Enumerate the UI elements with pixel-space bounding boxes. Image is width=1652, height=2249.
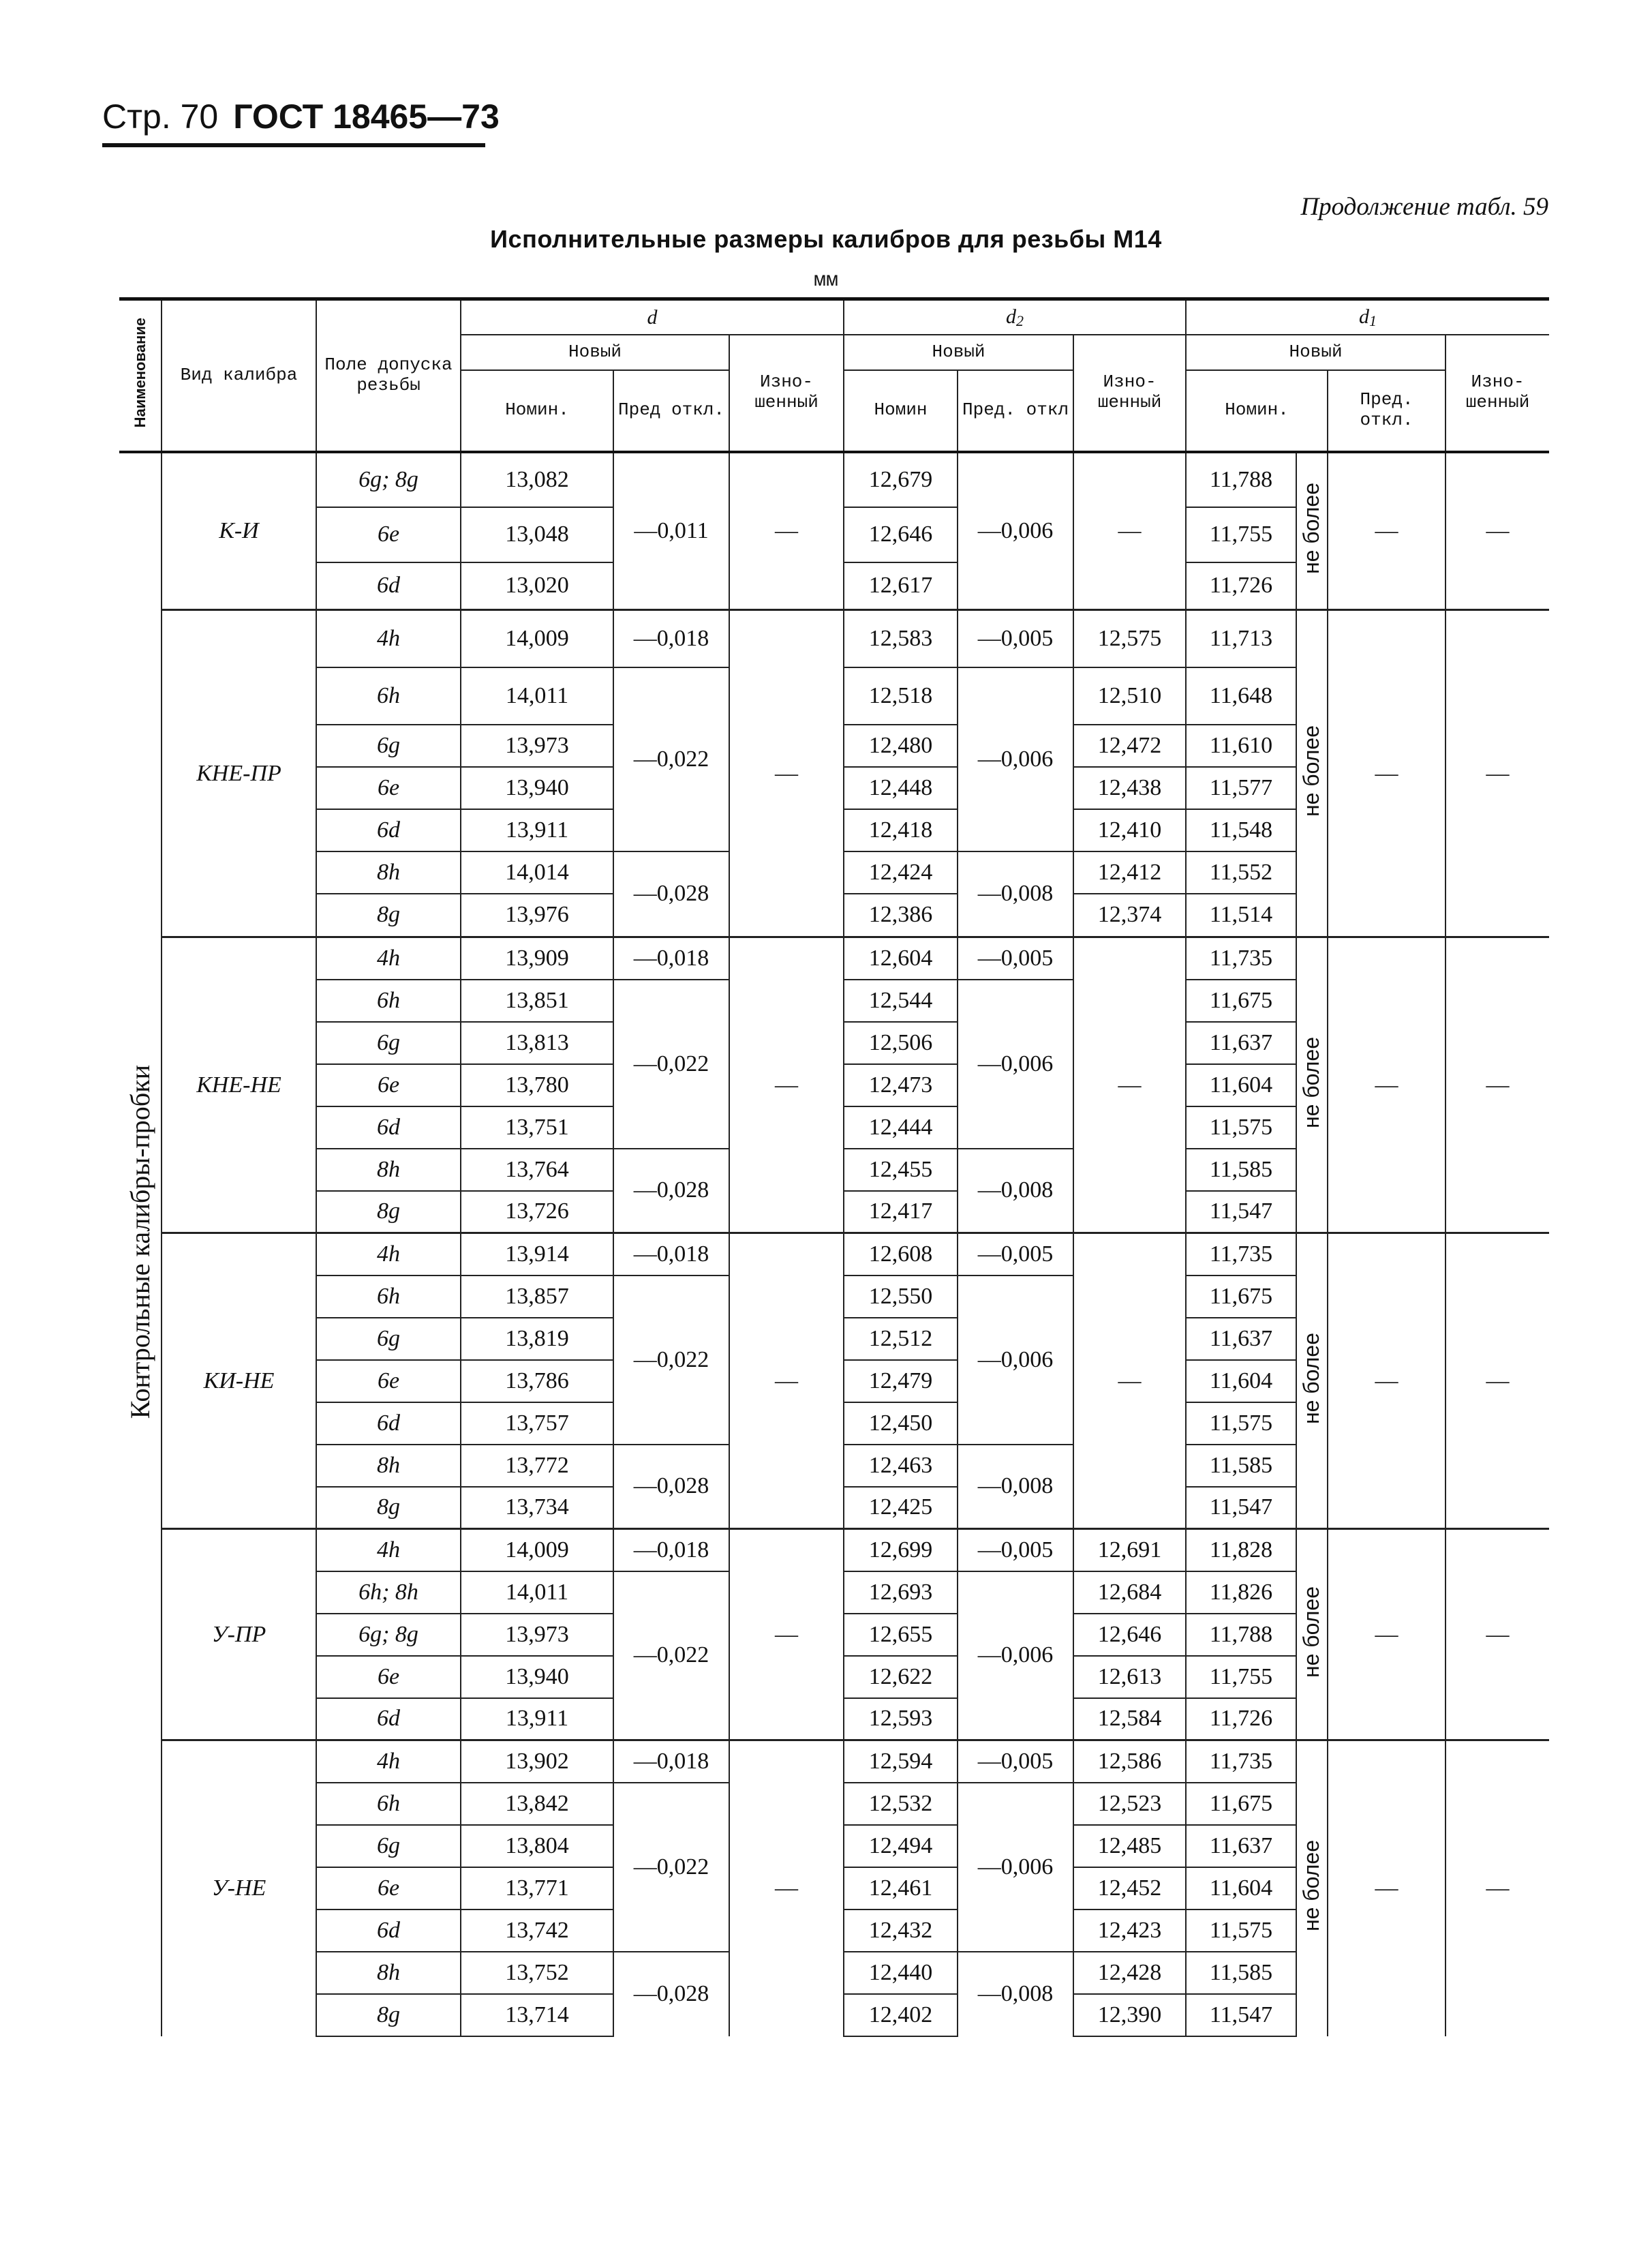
tolerance-field: 4h: [316, 610, 461, 667]
d1-nominal: 11,735: [1186, 1740, 1296, 1783]
header-rule: [102, 143, 485, 147]
d1-deviation: —: [1328, 610, 1446, 937]
d1-new-header: Новый: [1186, 335, 1446, 370]
d2-nominal: 12,448: [844, 767, 958, 809]
d2-nominal: 12,532: [844, 1783, 958, 1825]
d-nominal: 13,973: [461, 725, 613, 767]
tolerance-field: 6d: [316, 562, 461, 610]
ne-bolee-note: не более: [1299, 1332, 1324, 1424]
tolerance-field: 8g: [316, 894, 461, 937]
d-nominal: 13,764: [461, 1149, 613, 1191]
d2-worn: 12,575: [1073, 610, 1186, 667]
d1-nominal: 11,585: [1186, 1952, 1296, 1994]
d2-deviation: —0,008: [958, 1149, 1073, 1233]
d2-nomin-header: Номин: [844, 370, 958, 452]
d1-nominal: 11,604: [1186, 1064, 1296, 1106]
d1-nominal: 11,547: [1186, 1191, 1296, 1233]
d-worn: —: [729, 1740, 844, 2036]
d1-worn: —: [1446, 452, 1549, 610]
d2-worn: 12,410: [1073, 809, 1186, 851]
d1-nominal: 11,735: [1186, 937, 1296, 980]
d-nominal: 14,009: [461, 610, 613, 667]
tolerance-field: 6g: [316, 1825, 461, 1867]
d-nominal: 13,902: [461, 1740, 613, 1783]
d-nominal: 13,714: [461, 1994, 613, 2036]
tolerance-field: 6d: [316, 1106, 461, 1149]
d1-nominal: 11,788: [1186, 452, 1296, 507]
tolerance-field: 6e: [316, 1360, 461, 1402]
d2-nominal: 12,480: [844, 725, 958, 767]
d2-deviation: —0,006: [958, 980, 1073, 1149]
ne-bolee-note: не более: [1299, 1840, 1324, 1932]
d1-deviation: —: [1328, 452, 1446, 610]
d1-deviation: —: [1328, 1529, 1446, 1740]
d1-nominal: 11,788: [1186, 1614, 1296, 1656]
tolerance-field: 8h: [316, 851, 461, 894]
d-nominal: 13,940: [461, 1656, 613, 1698]
d2-deviation: —0,008: [958, 1952, 1073, 2036]
d1-nominal: 11,755: [1186, 507, 1296, 562]
d-nominal: 13,726: [461, 1191, 613, 1233]
table-row: [119, 1529, 1549, 1571]
tolerance-field: 6e: [316, 1064, 461, 1106]
d2-deviation: —0,005: [958, 1233, 1073, 1276]
tolerance-field: 8g: [316, 1487, 461, 1529]
d1-nominal: 11,726: [1186, 562, 1296, 610]
d-nominal: 13,940: [461, 767, 613, 809]
tolerance-field: 6e: [316, 1867, 461, 1910]
d2-worn-header: Изно-шенный: [1073, 335, 1186, 452]
d-deviation: —0,018: [613, 1740, 729, 1783]
d-nominal: 13,771: [461, 1867, 613, 1910]
d-nominal: 13,786: [461, 1360, 613, 1402]
d1-nominal: 11,547: [1186, 1487, 1296, 1529]
d1-nomin-header: Номин.: [1186, 370, 1328, 452]
d2-worn: 12,523: [1073, 1783, 1186, 1825]
d2-nominal: 12,418: [844, 809, 958, 851]
d1-nominal: 11,514: [1186, 894, 1296, 937]
page-number: Стр. 70: [102, 97, 219, 136]
d1-pred-header: Пред. откл.: [1328, 370, 1446, 452]
tolerance-field: 4h: [316, 1233, 461, 1276]
d-nominal: 13,857: [461, 1276, 613, 1318]
table-title: Исполнительные размеры калибров для резьбы М14: [490, 225, 1162, 253]
d-deviation: —0,018: [613, 937, 729, 980]
d-nominal: 13,842: [461, 1783, 613, 1825]
d2-worn: 12,510: [1073, 667, 1186, 725]
d2-nominal: 12,518: [844, 667, 958, 725]
d-deviation: —0,022: [613, 1276, 729, 1445]
d1-worn: —: [1446, 937, 1549, 1233]
tolerance-field: 6d: [316, 809, 461, 851]
tolerance-field: 8h: [316, 1445, 461, 1487]
d-nominal: 13,757: [461, 1402, 613, 1445]
d1-nominal: 11,552: [1186, 851, 1296, 894]
d1-deviation: —: [1328, 1233, 1446, 1529]
d2-nominal: 12,425: [844, 1487, 958, 1529]
d2-nominal: 12,444: [844, 1106, 958, 1149]
d2-deviation: —0,005: [958, 1740, 1073, 1783]
d-new-header: Новый: [461, 335, 729, 370]
d2-nominal: 12,622: [844, 1656, 958, 1698]
d1-nominal: 11,713: [1186, 610, 1296, 667]
d-nominal: 13,911: [461, 809, 613, 851]
d-nominal: 13,742: [461, 1910, 613, 1952]
tolerance-field: 6g: [316, 725, 461, 767]
tolerance-field: 8h: [316, 1952, 461, 1994]
d-nominal: 13,048: [461, 507, 613, 562]
d-nominal: 13,909: [461, 937, 613, 980]
tolerance-field: 6d: [316, 1698, 461, 1740]
d-nomin-header: Номин.: [461, 370, 613, 452]
d1-nominal: 11,585: [1186, 1445, 1296, 1487]
d2-deviation: —0,006: [958, 667, 1073, 851]
gauge-name: КНЕ-НЕ: [162, 937, 316, 1233]
d1-nominal: 11,648: [1186, 667, 1296, 725]
d-deviation: —0,011: [613, 452, 729, 610]
d-nominal: 14,009: [461, 1529, 613, 1571]
d2-worn: 12,485: [1073, 1825, 1186, 1867]
group-label: Контрольные калибры-пробки: [124, 1065, 155, 1419]
d1-nominal: 11,826: [1186, 1571, 1296, 1614]
d2-worn: 12,374: [1073, 894, 1186, 937]
tolerance-field: 6h: [316, 1276, 461, 1318]
d2-deviation: —0,006: [958, 1276, 1073, 1445]
d-deviation: —0,022: [613, 667, 729, 851]
d2-nominal: 12,432: [844, 1910, 958, 1952]
d-worn: —: [729, 610, 844, 937]
tolerance-field: 6g: [316, 1318, 461, 1360]
tolerance-field: 8g: [316, 1191, 461, 1233]
gauge-name: КНЕ-ПР: [162, 610, 316, 937]
table-body: [119, 452, 1549, 2036]
d1-worn: —: [1446, 1233, 1549, 1529]
tolerance-field: 6e: [316, 507, 461, 562]
d-deviation: —0,022: [613, 980, 729, 1149]
d-nominal: 13,780: [461, 1064, 613, 1106]
d2-nominal: 12,679: [844, 452, 958, 507]
d2-deviation: —0,005: [958, 610, 1073, 667]
group-label-cell: [119, 452, 162, 2036]
d2-worn: 12,423: [1073, 1910, 1186, 1952]
d-deviation: —0,028: [613, 1952, 729, 2036]
tolerance-field: 6e: [316, 1656, 461, 1698]
naimenovanie-header: Наименование: [119, 299, 162, 452]
d-nominal: 13,752: [461, 1952, 613, 1994]
page-header: [102, 97, 500, 136]
ne-bolee-note: не более: [1299, 725, 1324, 817]
tolerance-field: 4h: [316, 1740, 461, 1783]
d2-nominal: 12,550: [844, 1276, 958, 1318]
d2-nominal: 12,473: [844, 1064, 958, 1106]
d2-nominal: 12,594: [844, 1740, 958, 1783]
gauge-name: К-И: [162, 452, 316, 610]
standard-number: ГОСТ 18465—73: [233, 97, 500, 136]
d2-worn: 12,452: [1073, 1867, 1186, 1910]
d2-worn: —: [1073, 452, 1186, 610]
tolerance-field: 6h: [316, 667, 461, 725]
gauge-name: У-ПР: [162, 1529, 316, 1740]
d1-nominal: 11,637: [1186, 1318, 1296, 1360]
tolerance-field: 4h: [316, 1529, 461, 1571]
d-deviation: —0,028: [613, 1149, 729, 1233]
d2-worn: 12,412: [1073, 851, 1186, 894]
d-nominal: 13,751: [461, 1106, 613, 1149]
d1-nominal: 11,675: [1186, 1276, 1296, 1318]
d2-nominal: 12,699: [844, 1529, 958, 1571]
d1-nominal: 11,675: [1186, 980, 1296, 1022]
tolerance-field: 6d: [316, 1910, 461, 1952]
tolerance-field: 6g; 8g: [316, 452, 461, 507]
d1-nominal: 11,604: [1186, 1360, 1296, 1402]
d1-worn-header: Изно-шенный: [1446, 335, 1549, 452]
d1-nominal: 11,828: [1186, 1529, 1296, 1571]
gauge-dimensions-table: [119, 297, 1549, 2037]
d2-nominal: 12,593: [844, 1698, 958, 1740]
d2-nominal: 12,402: [844, 1994, 958, 2036]
d2-worn: 12,691: [1073, 1529, 1186, 1571]
d2-nominal: 12,512: [844, 1318, 958, 1360]
d1-nominal: 11,575: [1186, 1402, 1296, 1445]
d-deviation: —0,018: [613, 610, 729, 667]
d-nominal: 13,813: [461, 1022, 613, 1064]
d2-worn: —: [1073, 937, 1186, 1233]
d1-group-header: d1: [1186, 299, 1549, 335]
tolerance-field: 6e: [316, 767, 461, 809]
d1-note-cell: [1296, 452, 1328, 610]
d1-nominal: 11,610: [1186, 725, 1296, 767]
d-nominal: 13,851: [461, 980, 613, 1022]
d1-deviation: —: [1328, 1740, 1446, 2036]
d-nominal: 13,973: [461, 1614, 613, 1656]
d2-worn: 12,684: [1073, 1571, 1186, 1614]
d2-worn: 12,586: [1073, 1740, 1186, 1783]
d-nominal: 13,914: [461, 1233, 613, 1276]
ne-bolee-note: не более: [1299, 1036, 1324, 1128]
d1-deviation: —: [1328, 937, 1446, 1233]
d1-nominal: 11,604: [1186, 1867, 1296, 1910]
gauge-name: КИ-НЕ: [162, 1233, 316, 1529]
d2-nominal: 12,463: [844, 1445, 958, 1487]
d2-nominal: 12,386: [844, 894, 958, 937]
d2-group-header: d2: [844, 299, 1186, 335]
d1-nominal: 11,547: [1186, 1994, 1296, 2036]
d2-nominal: 12,417: [844, 1191, 958, 1233]
tolerance-field: 6h: [316, 1783, 461, 1825]
d2-nominal: 12,479: [844, 1360, 958, 1402]
d1-note-cell: [1296, 1233, 1328, 1529]
d2-worn: 12,438: [1073, 767, 1186, 809]
d2-nominal: 12,494: [844, 1825, 958, 1867]
d1-worn: —: [1446, 1740, 1549, 2036]
tolerance-field: 6g: [316, 1022, 461, 1064]
d2-deviation: —0,008: [958, 1445, 1073, 1529]
d1-nominal: 11,726: [1186, 1698, 1296, 1740]
d2-worn: 12,613: [1073, 1656, 1186, 1698]
tolerance-field: 8h: [316, 1149, 461, 1191]
d2-worn: 12,646: [1073, 1614, 1186, 1656]
d1-note-cell: [1296, 1740, 1328, 2036]
d-deviation: —0,022: [613, 1571, 729, 1740]
tolerance-field: 4h: [316, 937, 461, 980]
d-nominal: 13,020: [461, 562, 613, 610]
d2-worn: 12,390: [1073, 1994, 1186, 2036]
d-nominal: 14,014: [461, 851, 613, 894]
d2-worn: 12,428: [1073, 1952, 1186, 1994]
table-row: [119, 1233, 1549, 1276]
d-nominal: 13,734: [461, 1487, 613, 1529]
ne-bolee-note: не более: [1299, 482, 1324, 574]
d2-deviation: —0,008: [958, 851, 1073, 937]
d2-new-header: Новый: [844, 335, 1073, 370]
d2-worn: —: [1073, 1233, 1186, 1529]
d2-nominal: 12,655: [844, 1614, 958, 1656]
tolerance-field: 8g: [316, 1994, 461, 2036]
d2-deviation: —0,006: [958, 1571, 1073, 1740]
d2-nominal: 12,617: [844, 562, 958, 610]
table-row: [119, 452, 1549, 507]
d1-nominal: 11,675: [1186, 1783, 1296, 1825]
d-nominal: 13,911: [461, 1698, 613, 1740]
d-group-header: d: [461, 299, 844, 335]
d1-note-cell: [1296, 1529, 1328, 1740]
d1-nominal: 11,585: [1186, 1149, 1296, 1191]
d1-nominal: 11,548: [1186, 809, 1296, 851]
d1-nominal: 11,735: [1186, 1233, 1296, 1276]
vid-kalibra-header: Вид калибра: [162, 299, 316, 452]
d-worn: —: [729, 452, 844, 610]
d2-nominal: 12,604: [844, 937, 958, 980]
d1-note-cell: [1296, 610, 1328, 937]
d2-deviation: —0,006: [958, 452, 1073, 610]
table-row: [119, 610, 1549, 667]
d-nominal: 14,011: [461, 1571, 613, 1614]
d2-nominal: 12,455: [844, 1149, 958, 1191]
d2-nominal: 12,544: [844, 980, 958, 1022]
d1-worn: —: [1446, 610, 1549, 937]
d-deviation: —0,018: [613, 1529, 729, 1571]
d2-pred-header: Пред. откл: [958, 370, 1073, 452]
d-worn-header: Изно-шенный: [729, 335, 844, 452]
tolerance-field: 6h: [316, 980, 461, 1022]
d-nominal: 14,011: [461, 667, 613, 725]
d2-worn: 12,472: [1073, 725, 1186, 767]
d2-nominal: 12,440: [844, 1952, 958, 1994]
d2-nominal: 12,461: [844, 1867, 958, 1910]
table-continuation-note: Продолжение табл. 59: [1300, 193, 1548, 221]
d1-nominal: 11,755: [1186, 1656, 1296, 1698]
d1-nominal: 11,575: [1186, 1910, 1296, 1952]
d1-nominal: 11,577: [1186, 767, 1296, 809]
unit-label: мм: [813, 269, 838, 292]
d1-note-cell: [1296, 937, 1328, 1233]
d-nominal: 13,804: [461, 1825, 613, 1867]
ne-bolee-note: не более: [1299, 1586, 1324, 1678]
d2-deviation: —0,005: [958, 1529, 1073, 1571]
d1-nominal: 11,637: [1186, 1825, 1296, 1867]
pole-dopuska-header: Поле допуска резьбы: [316, 299, 461, 452]
d2-nominal: 12,450: [844, 1402, 958, 1445]
d-deviation: —0,018: [613, 1233, 729, 1276]
d-worn: —: [729, 1529, 844, 1740]
tolerance-field: 6d: [316, 1402, 461, 1445]
d-nominal: 13,819: [461, 1318, 613, 1360]
d-worn: —: [729, 1233, 844, 1529]
d1-nominal: 11,637: [1186, 1022, 1296, 1064]
d-pred-header: Пред откл.: [613, 370, 729, 452]
table-row: [119, 1740, 1549, 1783]
d-deviation: —0,028: [613, 1445, 729, 1529]
d2-nominal: 12,506: [844, 1022, 958, 1064]
d-deviation: —0,028: [613, 851, 729, 937]
table-row: [119, 937, 1549, 980]
d2-worn: 12,584: [1073, 1698, 1186, 1740]
d1-nominal: 11,575: [1186, 1106, 1296, 1149]
d-nominal: 13,976: [461, 894, 613, 937]
tolerance-field: 6h; 8h: [316, 1571, 461, 1614]
d-worn: —: [729, 937, 844, 1233]
d-nominal: 13,772: [461, 1445, 613, 1487]
d-deviation: —0,022: [613, 1783, 729, 1952]
d2-nominal: 12,608: [844, 1233, 958, 1276]
d2-deviation: —0,005: [958, 937, 1073, 980]
d2-nominal: 12,424: [844, 851, 958, 894]
gauge-name: У-НЕ: [162, 1740, 316, 2036]
d2-deviation: —0,006: [958, 1783, 1073, 1952]
d-nominal: 13,082: [461, 452, 613, 507]
tolerance-field: 6g; 8g: [316, 1614, 461, 1656]
d2-nominal: 12,693: [844, 1571, 958, 1614]
d1-worn: —: [1446, 1529, 1549, 1740]
d2-nominal: 12,646: [844, 507, 958, 562]
d2-nominal: 12,583: [844, 610, 958, 667]
